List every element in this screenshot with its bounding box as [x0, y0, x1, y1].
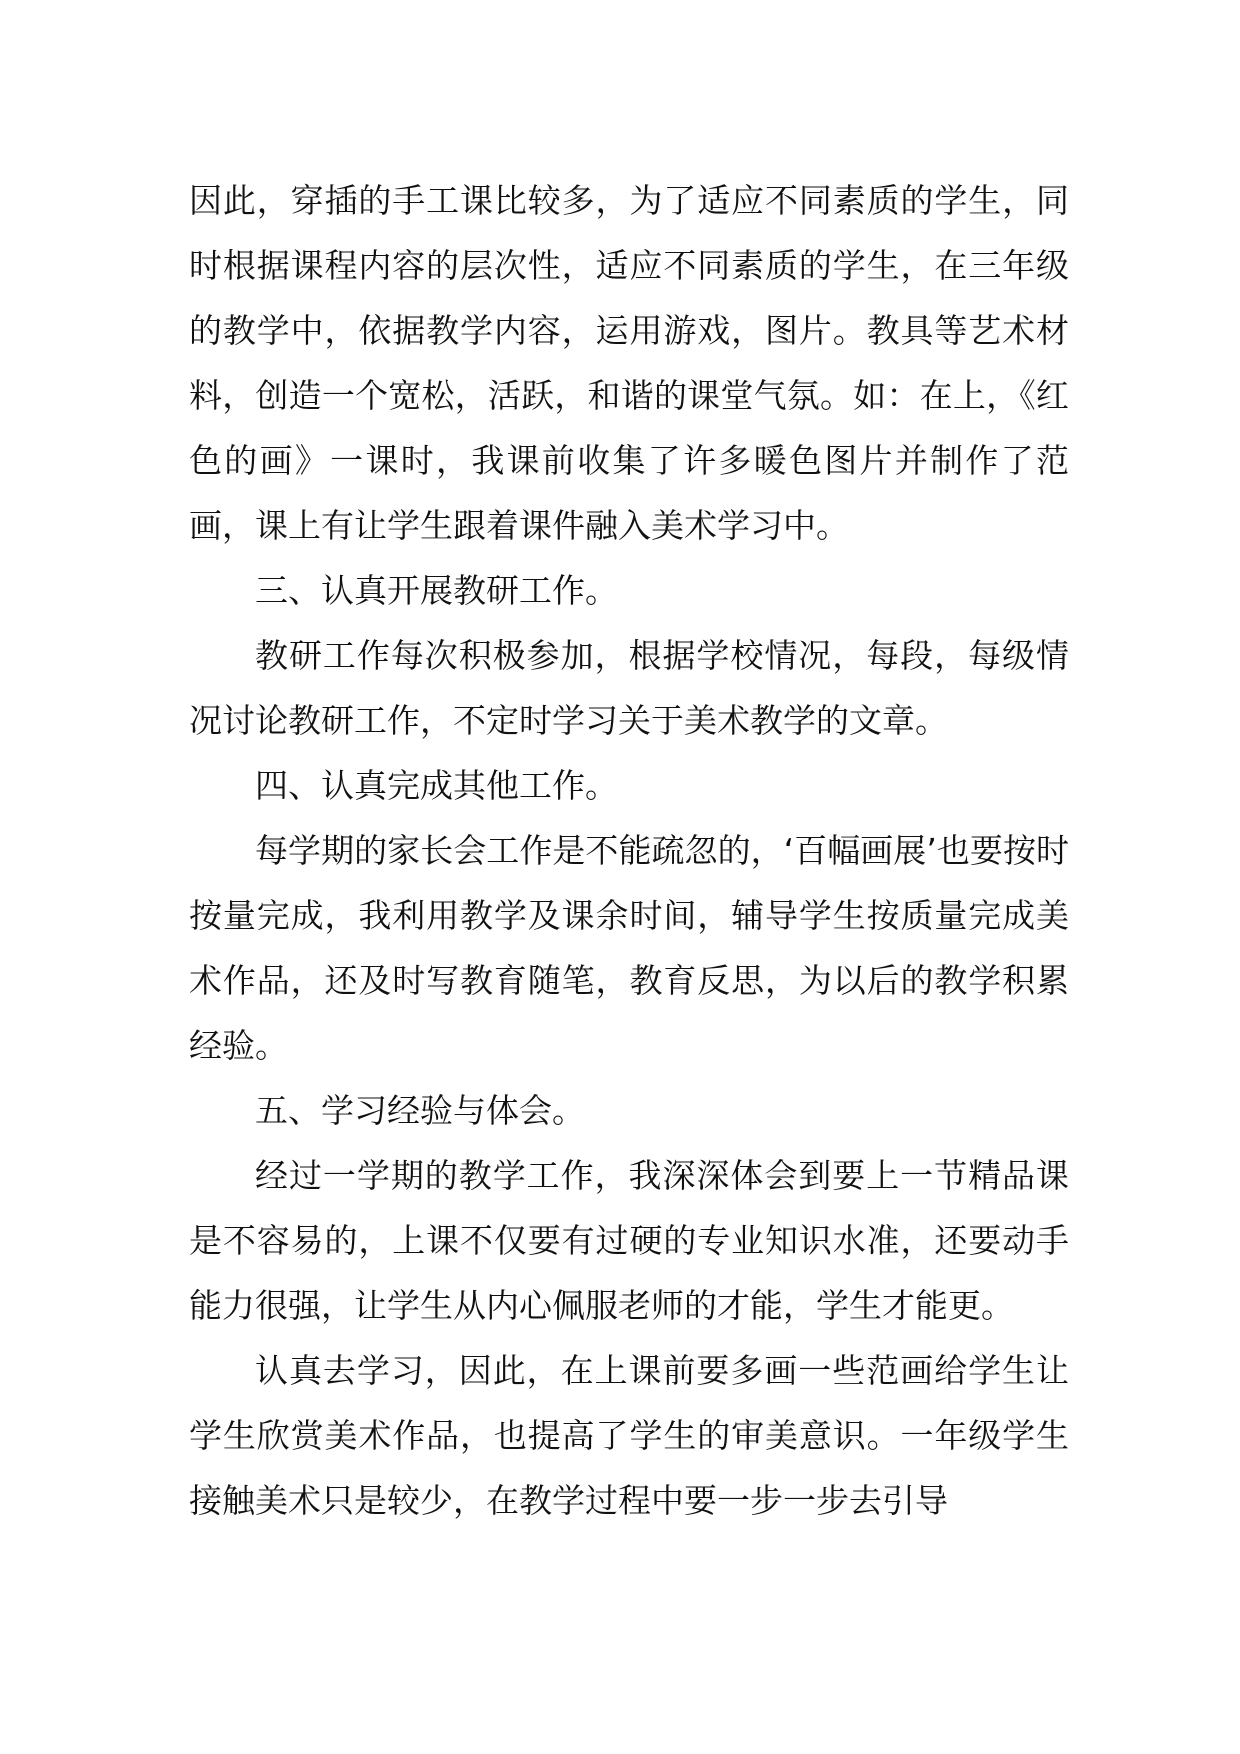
- paragraph-teaching-research: 教研工作每次积极参加，根据学校情况，每段，每级情况讨论教研工作，不定时学习关于美术教学的文章。: [189, 636, 1069, 740]
- paragraph-teaching-methods: 因此，穿插的手工课比较多，为了适应不同素质的学生，同时根据课程内容的层次性，适应不同素质的学生，在三年级的教学中，依据教学内容，运用游戏，图片。教具等艺术材料，创造一个宽松，活跃，和谐的课堂气氛。如：在上，《红色的画》一课时，我课前收集了许多暖色图片并制作了范画，课上有让学生跟着课件融入美术学习中。: [189, 181, 1069, 545]
- document-body: [189, 168, 1069, 1533]
- paragraph-learning: 认真去学习，因此，在上课前要多画一些范画给学生让学生欣赏美术作品，也提高了学生的审美意识。一年级学生接触美术只是较少，在教学过程中要一步一步去引导: [189, 1351, 1069, 1520]
- section-heading-teaching-research: 三、认真开展教研工作。: [255, 571, 618, 610]
- paragraph-experience: 经过一学期的教学工作，我深深体会到要上一节精品课是不容易的，上课不仅要有过硬的专业知识水准，还要动手能力很强，让学生从内心佩服老师的才能，学生才能更。: [189, 1156, 1069, 1325]
- section-heading-other-work: 四、认真完成其他工作。: [255, 766, 618, 805]
- paragraph-other-work: 每学期的家长会工作是不能疏忽的，‘百幅画展’也要按时按量完成，我利用教学及课余时间，辅导学生按质量完成美术作品，还及时写教育随笔，教育反思，为以后的教学积累经验。: [189, 831, 1069, 1065]
- section-heading-experience: 五、学习经验与体会。: [255, 1091, 585, 1130]
